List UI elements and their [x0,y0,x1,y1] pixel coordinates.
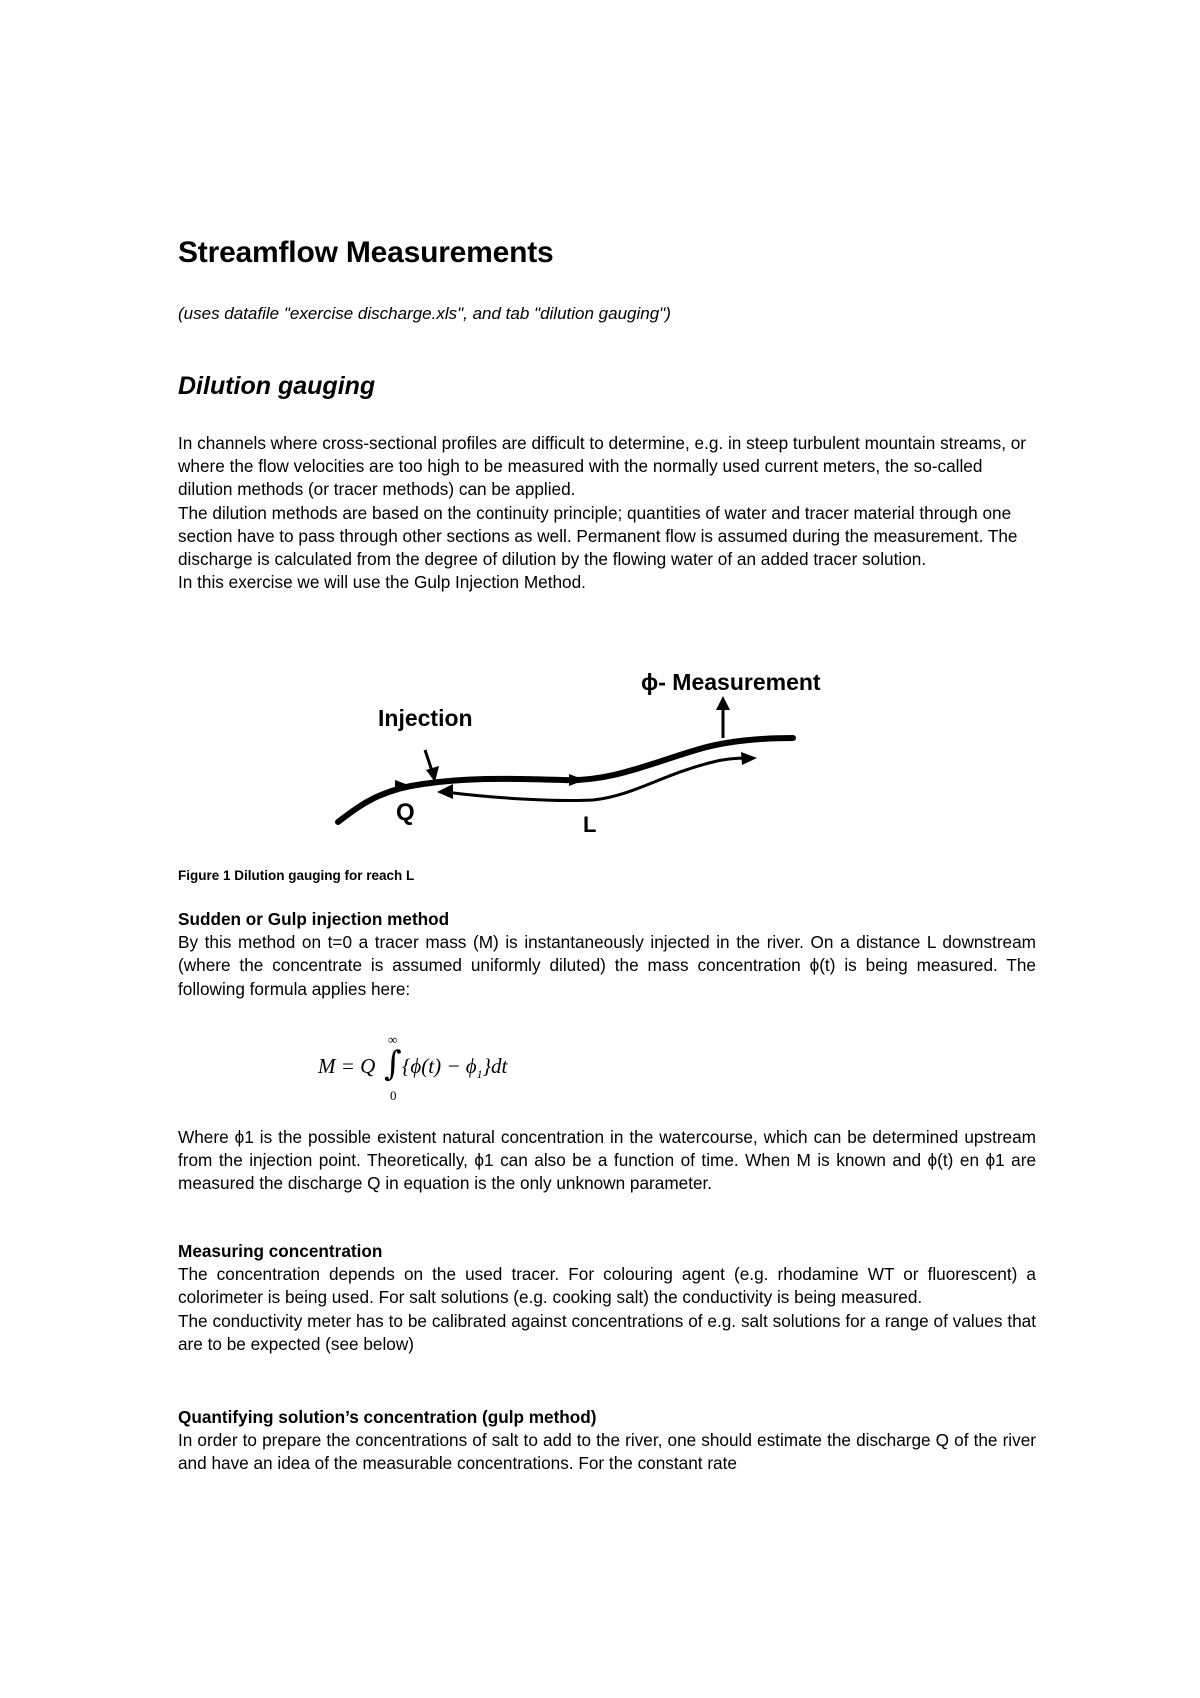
measuring-paragraph-2: The conductivity meter has to be calibrated against concentrations of e.g. salt solutions for a range of values that are to be expected (see below) [178,1310,1036,1354]
label-measurement: ϕ- Measurement [641,669,821,695]
formula-subscript: 1 [476,1067,483,1082]
formula-lower-limit: 0 [390,1088,397,1103]
where-block [178,1126,1036,1196]
reach-arrow-left [437,784,453,799]
formula-upper-limit: ∞ [388,1032,398,1047]
label-q: Q [396,799,415,826]
page-title: Streamflow Measurements [178,236,554,269]
dilution-gauging-figure [333,662,893,842]
gulp-block [178,908,1036,1001]
mass-formula [318,1032,578,1112]
measuring-heading: Measuring concentration [178,1241,383,1261]
quantifying-heading: Quantifying solution’s concentration (gulp method) [178,1407,597,1427]
quantifying-block [178,1406,1036,1476]
measurement-arrowhead [716,696,730,710]
label-injection: Injection [378,705,473,731]
intro-paragraph-2: The dilution methods are based on the continuity principle; quantities of water and tracer material through one section have to pass through other sections as well. Permanent flow is assumed during the measurement. The discharge is calculated from the degree of dilution by the flowing water of an added tracer solution. [178,502,1018,570]
integral-sign: ∫ [384,1044,402,1084]
measuring-block [178,1240,1036,1356]
intro-paragraph-1: In channels where cross-sectional profiles are difficult to determine, e.g. in steep turbulent mountain streams, or where the flow velocities are too high to be measured with the normally used current meters, the so-called dilution methods (or tracer methods) can be applied. [178,433,1027,500]
formula-integrand-text: {ϕ(t) − ϕ [402,1054,477,1078]
formula-integrand [402,1054,507,1082]
label-l: L [583,812,597,837]
intro-block [178,432,1036,594]
subtitle: (uses datafile "exercise discharge.xls", and tab "dilution gauging") [178,304,671,323]
measuring-paragraph-1: The concentration depends on the used tracer. For colouring agent (e.g. rhodamine WT or fluorescent) a colorimeter is being used. For salt solutions (e.g. cooking salt) the conductivity is being measured. [178,1264,1036,1308]
figure-caption: Figure 1 Dilution gauging for reach L [178,868,415,883]
flow-arrow-2 [569,774,585,786]
reach-arrow-right [741,752,757,765]
formula-tail: }dt [482,1054,508,1078]
intro-paragraph-3: In this exercise we will use the Gulp Injection Method. [178,572,586,593]
gulp-paragraph: By this method on t=0 a tracer mass (M) is instantaneously injected in the river. On a distance L downstream (where the concentrate is assumed uniformly diluted) the mass concentration ϕ(t) is being measured. The following formula applies here: [178,932,1036,999]
gulp-heading: Sudden or Gulp injection method [178,909,450,929]
quantifying-paragraph: In order to prepare the concentrations of salt to add to the river, one should estimate the discharge Q of the river and have an idea of the measurable concentrations. For the constant rate [178,1430,1036,1474]
formula-lhs: M = Q [318,1054,376,1078]
section-title: Dilution gauging [178,372,376,400]
where-paragraph: Where ϕ1 is the possible existent natural concentration in the watercourse, which can be determined upstream from the injection point. Theoretically, ϕ1 can also be a function of time. When M is known and ϕ(t) en ϕ1 are measured the discharge Q in equation is the only unknown parameter. [178,1127,1036,1194]
